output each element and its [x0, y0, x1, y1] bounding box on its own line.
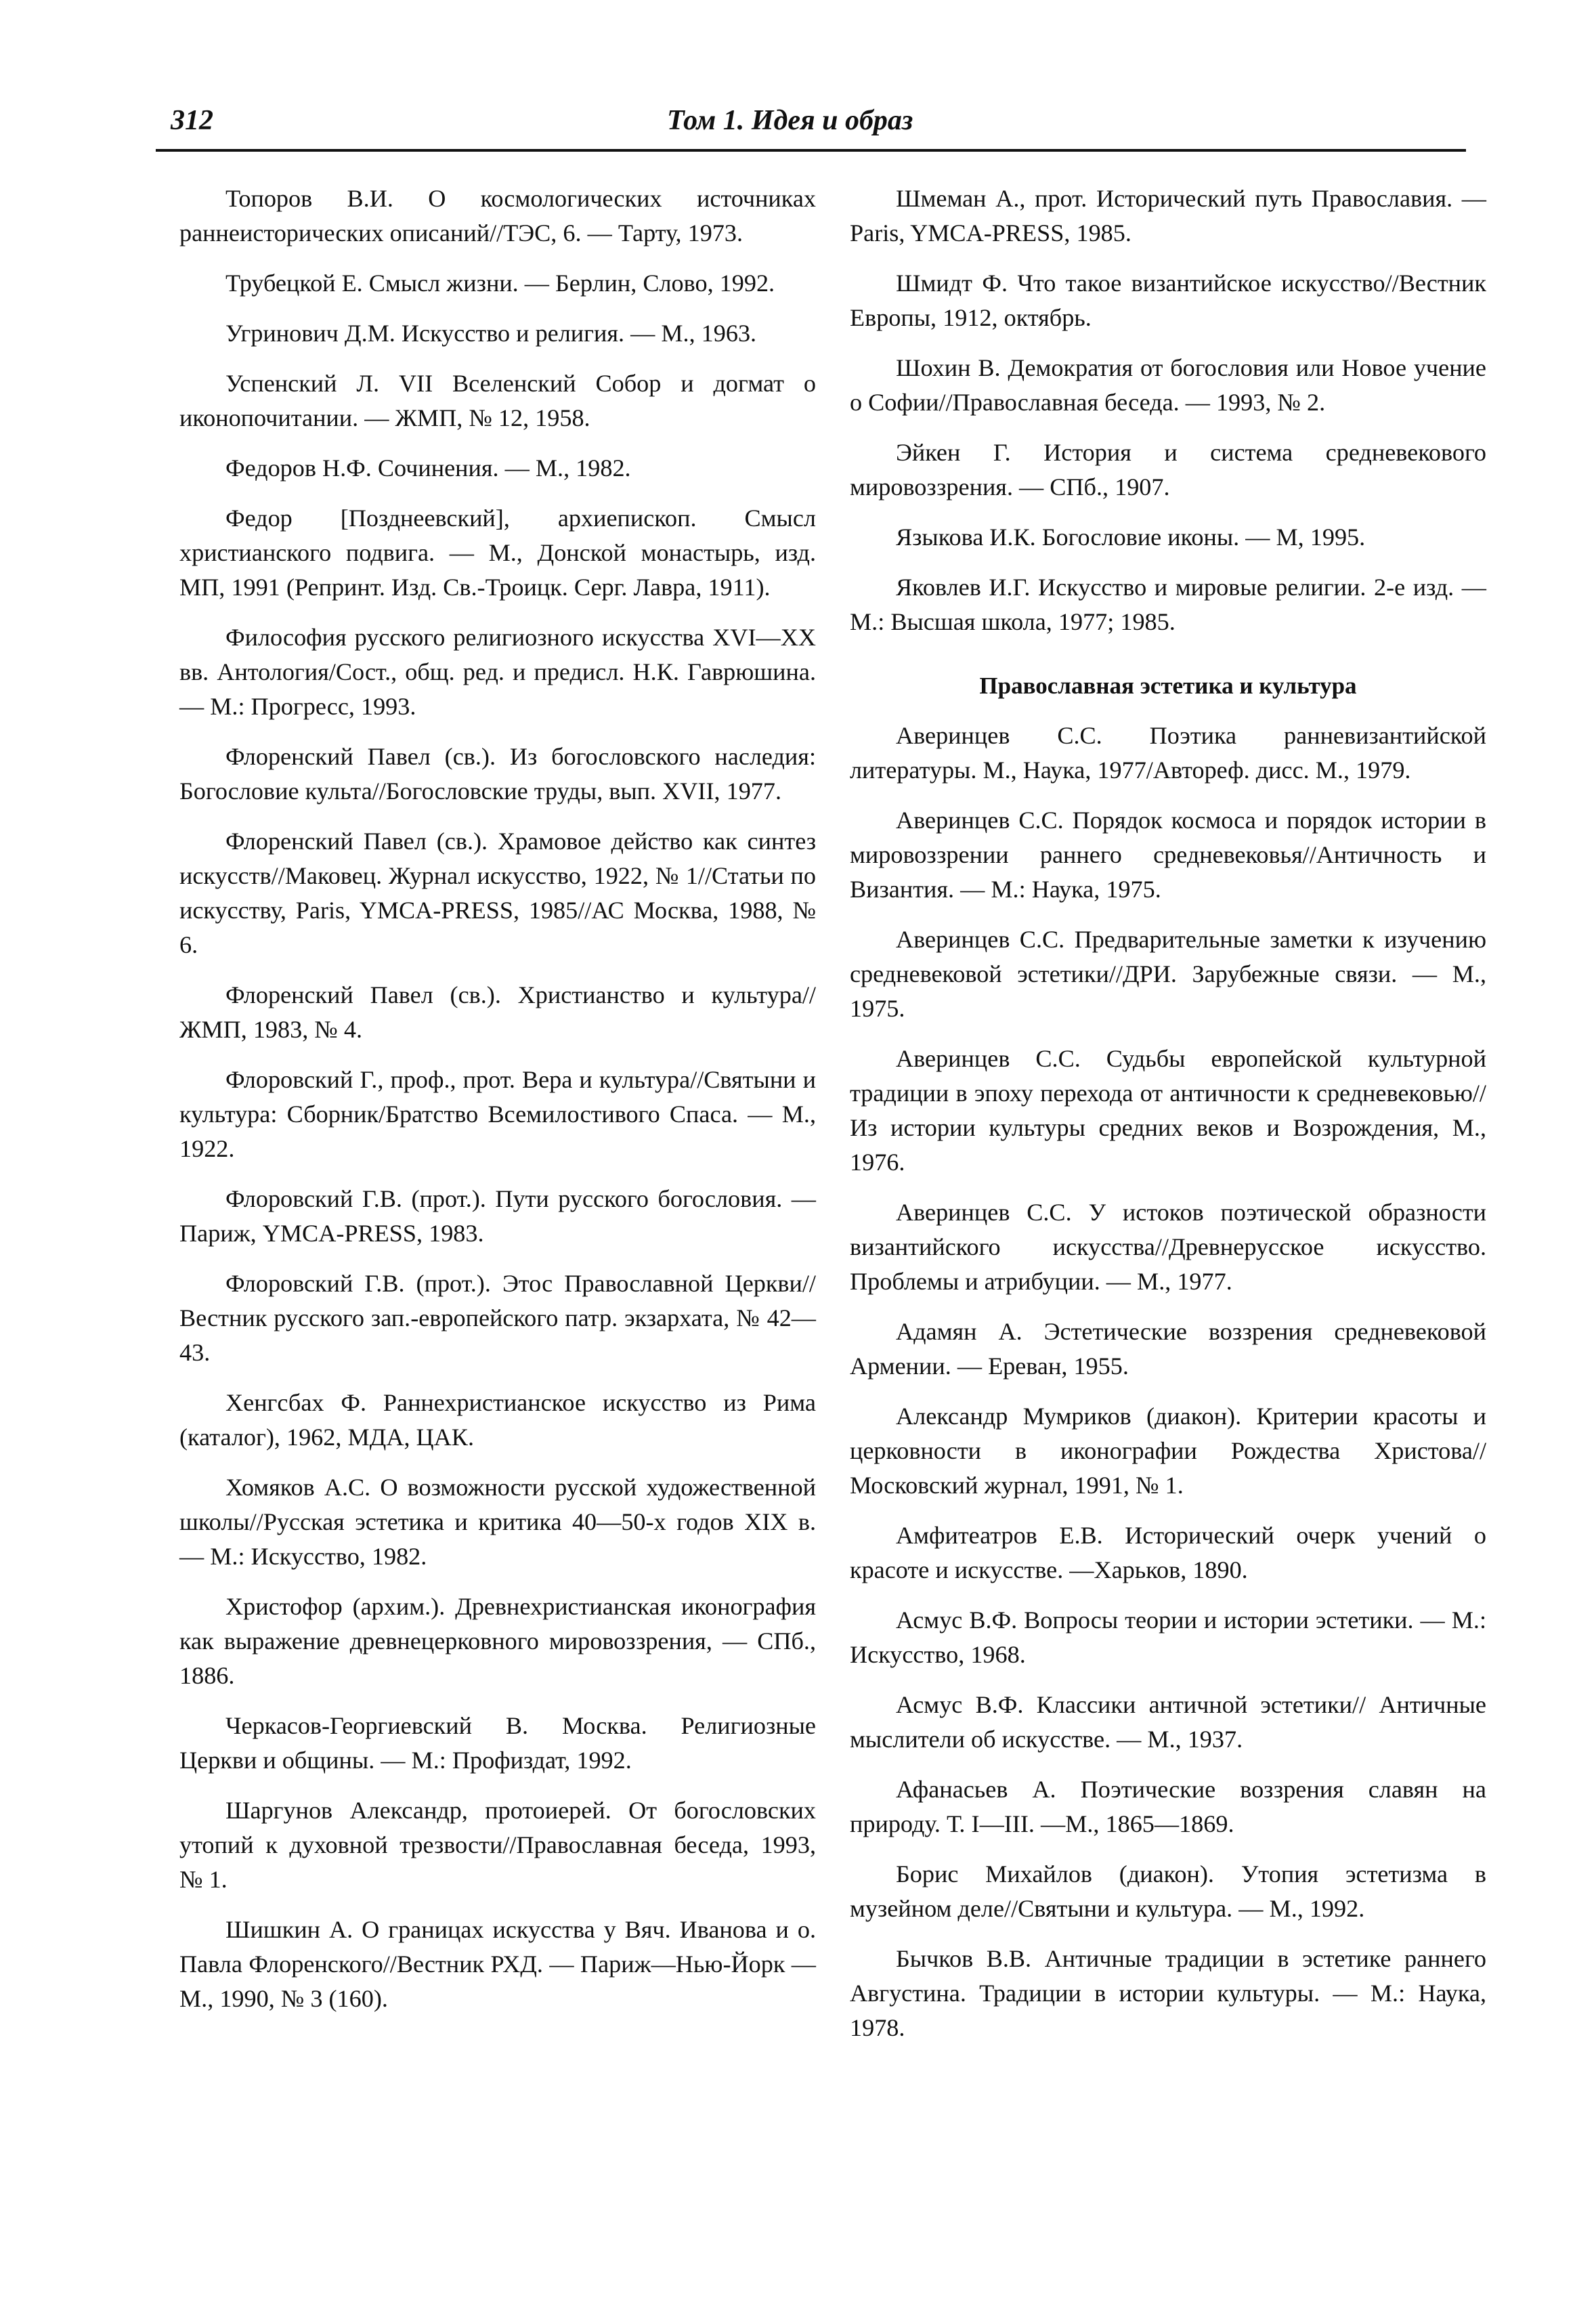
bibliography-entry: Угринович Д.М. Искусство и религия. — М., 1963.: [225, 320, 757, 347]
left-column: [179, 182, 816, 2032]
section-heading: Православная эстетика и культура: [979, 673, 1357, 699]
bibliography-entry: Адамян А. Эстетические воззрения средневековой Армении. — Ереван, 1955.: [850, 1318, 1486, 1380]
bibliography-entry: Хомяков А.С. О возможности русской художественной школы//Русская эстетика и критика 40—50-х годов XIX в. — М.: Искусство, 1982.: [179, 1474, 816, 1570]
page-header: [156, 102, 1466, 152]
bibliography-entry: Черкасов-Георгиевский В. Москва. Религиозные Церкви и общины. — М.: Профиздат, 1992.: [179, 1712, 816, 1774]
bibliography-entry: Аверинцев С.С. Судьбы европейской культурной традиции в эпоху перехода от античности к средневековью//Из истории культуры средних веков и Возрождения, М., 1976.: [850, 1045, 1486, 1176]
page-number: 312: [171, 105, 213, 136]
bibliography-entry: Афанасьев А. Поэтические воззрения славян на природу. Т. I—III. —М., 1865—1869.: [850, 1776, 1486, 1837]
bibliography-entry: Асмус В.Ф. Вопросы теории и истории эстетики. — М.: Искусство, 1968.: [850, 1606, 1486, 1668]
bibliography-entry: Федор [Позднеевский], архиепископ. Смысл христианского подвига. — М., Донской монастырь, изд. МП, 1991 (Репринт. Изд. Св.-Троицк. Серг. Лавра, 1911).: [179, 505, 816, 601]
bibliography-entry: Флоровский Г., проф., прот. Вера и культура//Святыни и культура: Сборник/Братство Всемилостивого Спаса. — М., 1922.: [179, 1066, 816, 1162]
bibliography-entry: Флоренский Павел (св.). Из богословского наследия: Богословие культа//Богословские труды, вып. XVII, 1977.: [179, 743, 816, 805]
bibliography-entry: Шаргунов Александр, протоиерей. От богословских утопий к духовной трезвости//Православная беседа, 1993, № 1.: [179, 1797, 816, 1893]
bibliography-entry: Хенгсбах Ф. Раннехристианское искусство из Рима (каталог), 1962, МДА, ЦАК.: [179, 1389, 816, 1451]
bibliography-entry: Эйкен Г. История и система средневекового мировоззрения. — СПб., 1907.: [850, 439, 1486, 500]
bibliography-entry: Флоровский Г.В. (прот.). Этос Православной Церкви//Вестник русского зап.-европейского патр. экзархата, № 42—43.: [179, 1270, 816, 1366]
bibliography-entry: Шишкин А. О границах искусства у Вяч. Иванова и о. Павла Флоренского//Вестник РХД. — Париж—Нью-Йорк — М., 1990, № 3 (160).: [179, 1916, 816, 2012]
bibliography-entry: Топоров В.И. О космологических источниках раннеисторических описаний//ТЭС, 6. — Тарту, 1973.: [179, 185, 816, 247]
bibliography-entry: Философия русского религиозного искусства XVI—XX вв. Антология/Сост., общ. ред. и предисл. Н.К. Гаврюшина. — М.: Прогресс, 1993.: [179, 624, 816, 720]
bibliography-entry: Языкова И.К. Богословие иконы. — М, 1995.: [896, 524, 1366, 551]
bibliography-entry: Борис Михайлов (диакон). Утопия эстетизма в музейном деле//Святыни и культура. — М., 1992.: [850, 1860, 1486, 1922]
bibliography-entry: Флоренский Павел (св.). Христианство и культура//ЖМП, 1983, № 4.: [179, 981, 816, 1043]
bibliography-entry: Федоров Н.Ф. Сочинения. — М., 1982.: [225, 454, 631, 482]
bibliography-entry: Шмеман А., прот. Исторический путь Православия. — Paris, YMCA-PRESS, 1985.: [850, 185, 1486, 247]
bibliography-entry: Шохин В. Демократия от богословия или Новое учение о Софии//Православная беседа. — 1993, № 2.: [850, 354, 1486, 416]
bibliography-entry: Христофор (архим.). Древнехристианская иконография как выражение древнецерковного мировоззрения, — СПб., 1886.: [179, 1593, 816, 1689]
bibliography-entry: Успенский Л. VII Вселенский Собор и догмат о иконопочитании. — ЖМП, № 12, 1958.: [179, 370, 816, 431]
bibliography-entry: Аверинцев С.С. Предварительные заметки к изучению средневековой эстетики//ДРИ. Зарубежные связи. — М., 1975.: [850, 926, 1486, 1022]
bibliography-entry: Аверинцев С.С. У истоков поэтической образности византийского искусства//Древнерусское искусство. Проблемы и атрибуции. — М., 1977.: [850, 1199, 1486, 1295]
bibliography-entry: Трубецкой Е. Смысл жизни. — Берлин, Слово, 1992.: [225, 270, 775, 297]
bibliography-entry: Аверинцев С.С. Поэтика ранневизантийской литературы. М., Наука, 1977/Автореф. дисс. М., 1979.: [850, 722, 1486, 784]
running-title: Том 1. Идея и образ: [667, 105, 913, 136]
bibliography-entry: Аверинцев С.С. Порядок космоса и порядок истории в мировоззрении раннего средневековья//Античность и Византия. — М.: Наука, 1975.: [850, 807, 1486, 903]
bibliography-entry: Асмус В.Ф. Классики античной эстетики// Античные мыслители об искусстве. — М., 1937.: [850, 1691, 1486, 1753]
bibliography-entry: Флоровский Г.В. (прот.). Пути русского богословия. — Париж, YMCA-PRESS, 1983.: [179, 1185, 816, 1247]
bibliography-entry: Бычков В.В. Античные традиции в эстетике раннего Августина. Традиции в истории культуры. — М.: Наука, 1978.: [850, 1945, 1486, 2041]
bibliography-entry: Амфитеатров Е.В. Исторический очерк учений о красоте и искусстве. —Харьков, 1890.: [850, 1522, 1486, 1583]
bibliography-entry: Александр Мумриков (диакон). Критерии красоты и церковности в иконографии Рождества Христова//Московский журнал, 1991, № 1.: [850, 1403, 1486, 1499]
bibliography-entry: Флоренский Павел (св.). Храмовое действо как синтез искусств//Маковец. Журнал искусство, 1922, № 1//Статьи по искусству, Paris, YMCA-PRESS, 1985//АС Москва, 1988, № 6.: [179, 828, 816, 958]
bibliography-entry: Яковлев И.Г. Искусство и мировые религии. 2-е изд. — М.: Высшая школа, 1977; 1985.: [850, 574, 1486, 635]
bibliography-entry: Шмидт Ф. Что такое византийское искусство//Вестник Европы, 1912, октябрь.: [850, 270, 1486, 331]
right-column: [850, 182, 1486, 2061]
